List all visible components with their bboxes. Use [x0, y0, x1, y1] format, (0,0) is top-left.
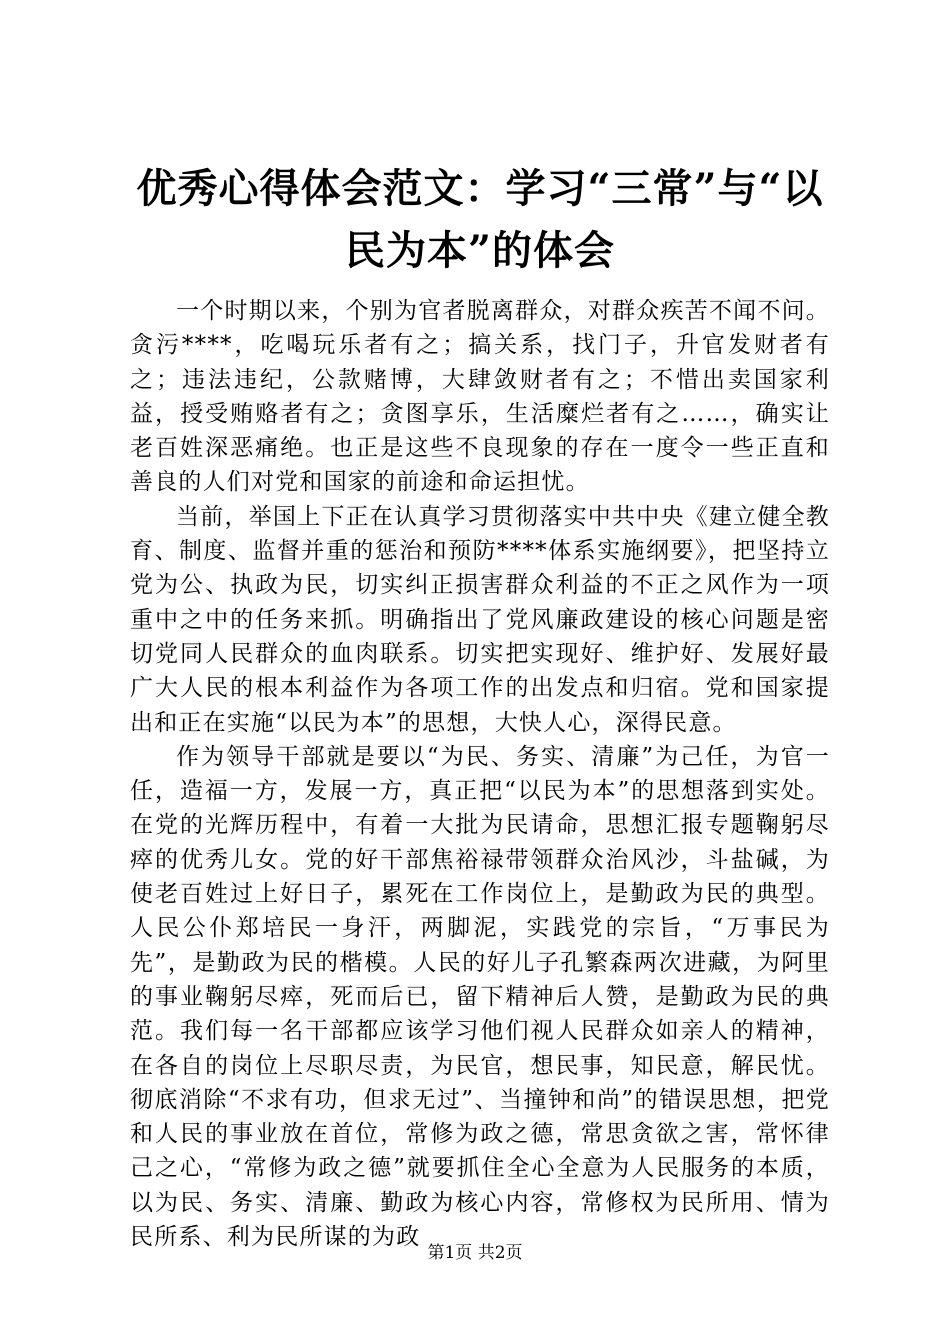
document-body: [130, 294, 830, 1254]
paragraph-1: 一个时期以来，个别为官者脱离群众，对群众疾苦不闻不问。贪污****，吃喝玩乐者有之；搞关系，找门子，升官发财者有之；违法违纪，公款赌博，大肆敛财者有之；不惜出卖国家利益，授受贿赂者有之；贪图享乐，生活糜烂者有之……，确实让老百姓深恶痛绝。也正是这些不良现象的存在一度令一些正直和善良的人们对党和国家的前途和命运担忧。: [130, 298, 830, 496]
page-number-footer: 第1页 共2页: [427, 1243, 523, 1263]
paragraph-2: 当前，举国上下正在认真学习贯彻落实中共中央《建立健全教育、制度、监督并重的惩治和预防****体系实施纲要》，把坚持立党为公、执政为民，切实纠正损害群众利益的不正之风作为一项重中之中的任务来抓。明确指出了党风廉政建设的核心问题是密切党同人民群众的血肉联系。切实把实现好、维护好、发展好最广大人民的根本利益作为各项工作的出发点和归宿。党和国家提出和正在实施“以民为本”的思想，大快人心，深得民意。: [130, 503, 830, 736]
paragraph-3: 作为领导干部就是要以“为民、务实、清廉”为己任，为官一任，造福一方，发展一方，真正把“以民为本”的思想落到实处。在党的光辉历程中，有着一大批为民请命，思想汇报专题鞠躬尽瘁的优秀儿女。党的好干部焦裕禄带领群众治风沙，斗盐碱，为使老百姓过上好日子，累死在工作岗位上，是勤政为民的典型。人民公仆郑培民一身汗，两脚泥，实践党的宗旨，“万事民为先”，是勤政为民的楷模。人民的好儿子孔繁森两次进藏，为阿里的事业鞠躬尽瘁，死而后已，留下精神后人赞，是勤政为民的典范。我们每一名干部都应该学习他们视人民群众如亲人的精神，在各自的岗位上尽职尽责，为民官，想民事，知民意，解民忧。彻底消除“不求有功，但求无过”、当撞钟和尚”的错误思想，把党和人民的事业放在首位，常修为政之德，常思贪欲之害，常怀律己之心，“常修为政之德”就要抓住全心全意为人民服务的本质，以为民、务实、清廉、勤政为核心内容，常修权为民所用、情为民所系、利为民所谋的为政: [130, 743, 830, 1251]
document-title: 优秀心得体会范文：学习“三常”与“以民为本”的体会: [136, 165, 824, 274]
